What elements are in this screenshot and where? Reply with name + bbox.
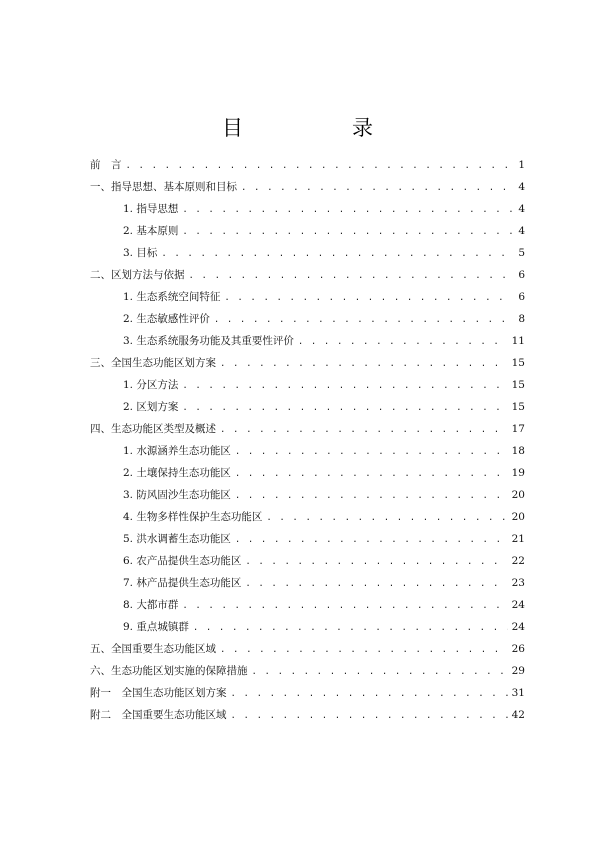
toc-entry-label: 1. 分区方法 <box>123 379 179 391</box>
toc-entry-label: 9. 重点城镇群 <box>123 621 189 633</box>
toc-subsection-entry[interactable] <box>90 286 525 308</box>
toc-subsection-entry[interactable] <box>90 374 525 396</box>
toc-section-entry[interactable] <box>90 704 525 726</box>
toc-dot-leader <box>231 705 508 727</box>
toc-page-number: 11 <box>511 335 525 347</box>
toc-page-number: 15 <box>511 357 525 369</box>
toc-entry-label: 2. 土壤保持生态功能区 <box>123 467 231 479</box>
toc-entry-label: 五、全国重要生态功能区域 <box>90 643 216 655</box>
toc-entry-label: 5. 洪水调蓄生态功能区 <box>123 533 231 545</box>
toc-dot-leader <box>298 331 508 353</box>
toc-section-entry[interactable] <box>90 682 525 704</box>
toc-entry-label: 1. 水源涵养生态功能区 <box>123 445 231 457</box>
toc-entry-label: 3. 防风固沙生态功能区 <box>123 489 231 501</box>
toc-subsection-entry[interactable] <box>90 506 525 528</box>
toc-page-number: 31 <box>511 687 525 699</box>
toc-subsection-entry[interactable] <box>90 616 525 638</box>
toc-entry-label: 3. 目标 <box>123 247 158 259</box>
toc-dot-leader <box>220 419 508 441</box>
toc-dot-leader <box>252 661 508 683</box>
page-title: 目 录 <box>222 116 417 140</box>
toc-dot-leader <box>214 309 513 331</box>
toc-dot-leader <box>235 441 508 463</box>
toc-dot-leader <box>235 485 508 507</box>
toc-section-entry[interactable] <box>90 264 525 286</box>
toc-dot-leader <box>224 287 513 309</box>
toc-section-entry[interactable] <box>90 352 525 374</box>
toc-entry-label: 6. 农产品提供生态功能区 <box>123 555 242 567</box>
toc-entry-label: 六、生态功能区划实施的保障措施 <box>90 665 248 677</box>
toc-page-number: 29 <box>511 665 525 677</box>
toc-entry-label: 附二 全国重要生态功能区域 <box>90 709 227 721</box>
toc-dot-leader <box>126 155 514 177</box>
toc-subsection-entry[interactable] <box>90 308 525 330</box>
toc-entry-label: 三、全国生态功能区划方案 <box>90 357 216 369</box>
toc-page-number: 19 <box>511 467 525 479</box>
toc-dot-leader <box>182 199 513 221</box>
toc-subsection-entry[interactable] <box>90 572 525 594</box>
toc-subsection-entry[interactable] <box>90 550 525 572</box>
toc-subsection-entry[interactable] <box>90 242 525 264</box>
toc-entry-label: 4. 生物多样性保护生态功能区 <box>123 511 263 523</box>
toc-page-number: 4 <box>518 225 525 237</box>
toc-subsection-entry[interactable] <box>90 396 525 418</box>
toc-dot-leader <box>231 683 508 705</box>
toc-dot-leader <box>241 177 513 199</box>
table-of-contents <box>90 154 525 726</box>
toc-dot-leader <box>220 639 508 661</box>
toc-dot-leader <box>182 595 507 617</box>
toc-page-number: 26 <box>511 643 525 655</box>
toc-section-entry[interactable] <box>90 154 525 176</box>
toc-page-number: 42 <box>511 709 525 721</box>
toc-dot-leader <box>189 265 514 287</box>
toc-entry-label: 1. 生态系统空间特征 <box>123 291 221 303</box>
toc-subsection-entry[interactable] <box>90 198 525 220</box>
toc-dot-leader <box>182 397 507 419</box>
toc-entry-label: 2. 基本原则 <box>123 225 179 237</box>
toc-dot-leader <box>245 573 507 595</box>
toc-page-number: 24 <box>511 621 525 633</box>
toc-entry-label: 2. 区划方案 <box>123 401 179 413</box>
toc-entry-label: 附一 全国生态功能区划方案 <box>90 687 227 699</box>
toc-entry-label: 四、生态功能区类型及概述 <box>90 423 216 435</box>
toc-section-entry[interactable] <box>90 176 525 198</box>
toc-entry-label: 前 言 <box>90 159 122 171</box>
toc-entry-label: 3. 生态系统服务功能及其重要性评价 <box>123 335 294 347</box>
toc-page-number: 15 <box>511 379 525 391</box>
toc-page-number: 18 <box>511 445 525 457</box>
toc-page-number: 6 <box>518 269 525 281</box>
toc-page-number: 8 <box>518 313 525 325</box>
toc-dot-leader <box>266 507 507 529</box>
toc-entry-label: 一、指导思想、基本原则和目标 <box>90 181 237 193</box>
toc-section-entry[interactable] <box>90 638 525 660</box>
toc-entry-label: 8. 大都市群 <box>123 599 179 611</box>
toc-page-number: 24 <box>511 599 525 611</box>
toc-subsection-entry[interactable] <box>90 440 525 462</box>
toc-dot-leader <box>193 617 508 639</box>
toc-page-number: 15 <box>511 401 525 413</box>
toc-dot-leader <box>235 529 508 551</box>
toc-dot-leader <box>182 221 513 243</box>
toc-dot-leader <box>161 243 513 265</box>
toc-dot-leader <box>182 375 507 397</box>
toc-entry-label: 二、区划方法与依据 <box>90 269 185 281</box>
toc-section-entry[interactable] <box>90 660 525 682</box>
toc-subsection-entry[interactable] <box>90 594 525 616</box>
toc-dot-leader <box>220 353 508 375</box>
toc-subsection-entry[interactable] <box>90 528 525 550</box>
toc-page-number: 5 <box>518 247 525 259</box>
toc-page-number: 1 <box>518 159 525 171</box>
toc-page-number: 22 <box>511 555 525 567</box>
toc-entry-label: 2. 生态敏感性评价 <box>123 313 210 325</box>
toc-page-number: 6 <box>518 291 525 303</box>
toc-subsection-entry[interactable] <box>90 220 525 242</box>
toc-subsection-entry[interactable] <box>90 462 525 484</box>
toc-subsection-entry[interactable] <box>90 330 525 352</box>
toc-page-number: 23 <box>511 577 525 589</box>
toc-page-number: 17 <box>511 423 525 435</box>
toc-page-number: 20 <box>511 489 525 501</box>
toc-section-entry[interactable] <box>90 418 525 440</box>
toc-entry-label: 1. 指导思想 <box>123 203 179 215</box>
toc-dot-leader <box>235 463 508 485</box>
toc-page-number: 21 <box>511 533 525 545</box>
toc-page-number: 20 <box>511 511 525 523</box>
toc-subsection-entry[interactable] <box>90 484 525 506</box>
toc-dot-leader <box>245 551 507 573</box>
toc-entry-label: 7. 林产品提供生态功能区 <box>123 577 242 589</box>
toc-page-number: 4 <box>518 181 525 193</box>
toc-page-number: 4 <box>518 203 525 215</box>
